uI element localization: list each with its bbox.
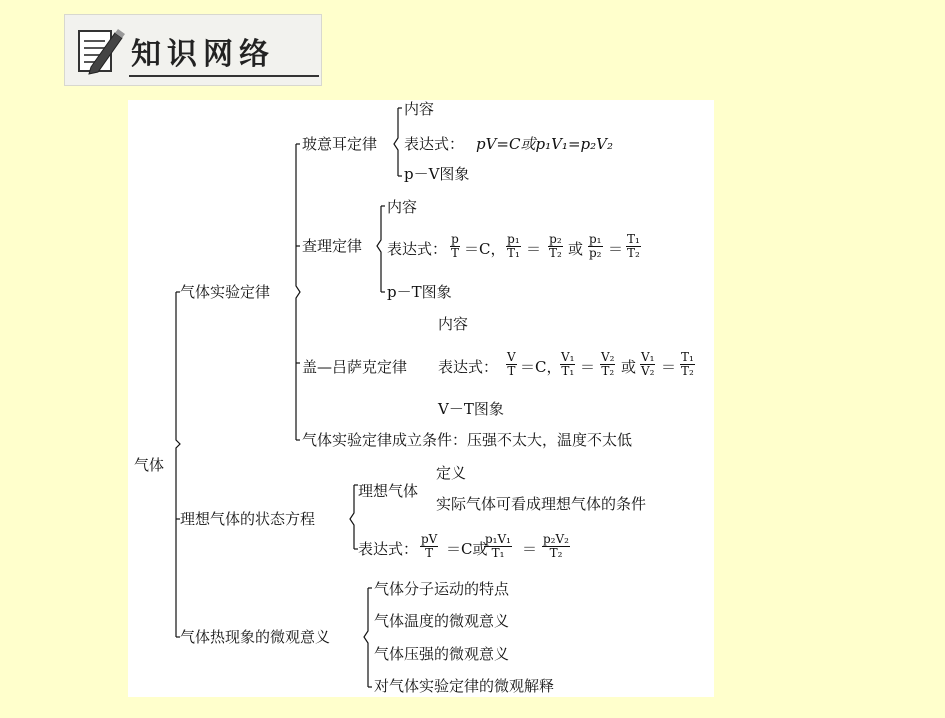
gay-lussac-fraction-3: $\frac{\text{V₂}}{\text{T₂}}$ <box>601 350 615 378</box>
ideal-gas-expression-prefix: 表达式： <box>358 540 419 558</box>
root-node: 气体 <box>134 456 165 474</box>
conditions-node: 气体实验定律成立条件：压强不太大，温度不太低 <box>302 431 633 449</box>
gay-lussac-eq-c: ＝C， <box>520 358 562 376</box>
gay-lussac-or: 或 <box>621 358 637 376</box>
ideal-gas-fraction-1: $\frac{pV}{T}$ <box>421 532 438 560</box>
micro-meaning-node: 气体热现象的微观意义 <box>180 628 331 646</box>
boyle-expression-prefix: 表达式： <box>404 135 465 153</box>
boyle-law-node: 玻意耳定律 <box>302 135 378 153</box>
section-banner <box>64 14 322 86</box>
root-brace <box>176 292 180 637</box>
ideal-gas-eq-c: ＝C或 <box>446 540 488 558</box>
charles-graph: p－T图象 <box>387 283 452 301</box>
gay-lussac-eq-3: ＝ <box>661 358 677 376</box>
boyle-brace <box>394 108 398 176</box>
bracket-lines <box>128 100 714 697</box>
micro-item: 气体温度的微观意义 <box>374 612 510 630</box>
charles-expression-prefix: 表达式： <box>387 240 448 258</box>
ideal-gas-definition: 定义 <box>436 464 467 482</box>
charles-fraction-1: $\frac{p}{T}$ <box>451 232 460 260</box>
boyle-expression: pV=C或p₁V₁=p₂V₂ <box>476 135 613 153</box>
title-underline <box>129 75 319 77</box>
ideal-gas-eq-2: ＝ <box>522 540 538 558</box>
gay-lussac-fraction-5: $\frac{\text{T₁}}{\text{T₂}}$ <box>681 350 694 378</box>
notepad-pencil-icon <box>71 21 127 77</box>
charles-brace <box>377 206 381 292</box>
boyle-content: 内容 <box>404 100 435 118</box>
charles-eq-3: ＝ <box>608 240 624 258</box>
gay-lussac-fraction-2: $\frac{\text{V₁}}{\text{T₁}}$ <box>561 350 575 378</box>
gay-lussac-eq-2: ＝ <box>580 358 596 376</box>
gay-lussac-fraction-1: $\frac{V}{T}$ <box>507 350 516 378</box>
charles-fraction-4: $\frac{\text{p₁}}{\text{p₂}}$ <box>589 232 602 260</box>
ideal-gas-sub-node: 理想气体 <box>358 482 419 500</box>
charles-eq-c: ＝C， <box>464 240 506 258</box>
ideal-gas-condition: 实际气体可看成理想气体的条件 <box>436 495 647 513</box>
ideal-gas-fraction-3: $\frac{\text{p₂V₂}}{\text{T₂}}$ <box>543 532 569 560</box>
gay-lussac-law-node: 盖—吕萨克定律 <box>302 358 408 376</box>
experimental-laws-node: 气体实验定律 <box>180 283 271 301</box>
ideal-eq-brace <box>350 485 354 549</box>
ideal-gas-equation-node: 理想气体的状态方程 <box>180 510 316 528</box>
charles-eq-2: ＝ <box>526 240 542 258</box>
charles-content: 内容 <box>387 198 418 216</box>
concept-map-panel <box>128 100 714 697</box>
charles-fraction-2: $\frac{\text{p₁}}{\text{T₁}}$ <box>507 232 520 260</box>
micro-item: 气体分子运动的特点 <box>374 580 510 598</box>
gay-lussac-fraction-4: $\frac{\text{V₁}}{\text{V₂}}$ <box>641 350 655 378</box>
gay-lussac-expression-prefix: 表达式： <box>438 358 499 376</box>
micro-item: 对气体实验定律的微观解释 <box>374 677 555 695</box>
charles-fraction-5: $\frac{\text{T₁}}{\text{T₂}}$ <box>627 232 640 260</box>
laws-brace <box>296 144 300 440</box>
micro-brace <box>364 588 368 687</box>
page-title: 知识网络 <box>131 37 275 72</box>
charles-or: 或 <box>568 240 584 258</box>
micro-item: 气体压强的微观意义 <box>374 645 510 663</box>
boyle-graph: p－V图象 <box>404 165 470 183</box>
charles-fraction-3: $\frac{\text{p₂}}{\text{T₂}}$ <box>549 232 562 260</box>
charles-law-node: 查理定律 <box>302 237 363 255</box>
ideal-gas-fraction-2: $\frac{\text{p₁V₁}}{\text{T₁}}$ <box>485 532 511 560</box>
gay-lussac-content: 内容 <box>438 315 469 333</box>
gay-lussac-graph: V－T图象 <box>438 400 504 418</box>
